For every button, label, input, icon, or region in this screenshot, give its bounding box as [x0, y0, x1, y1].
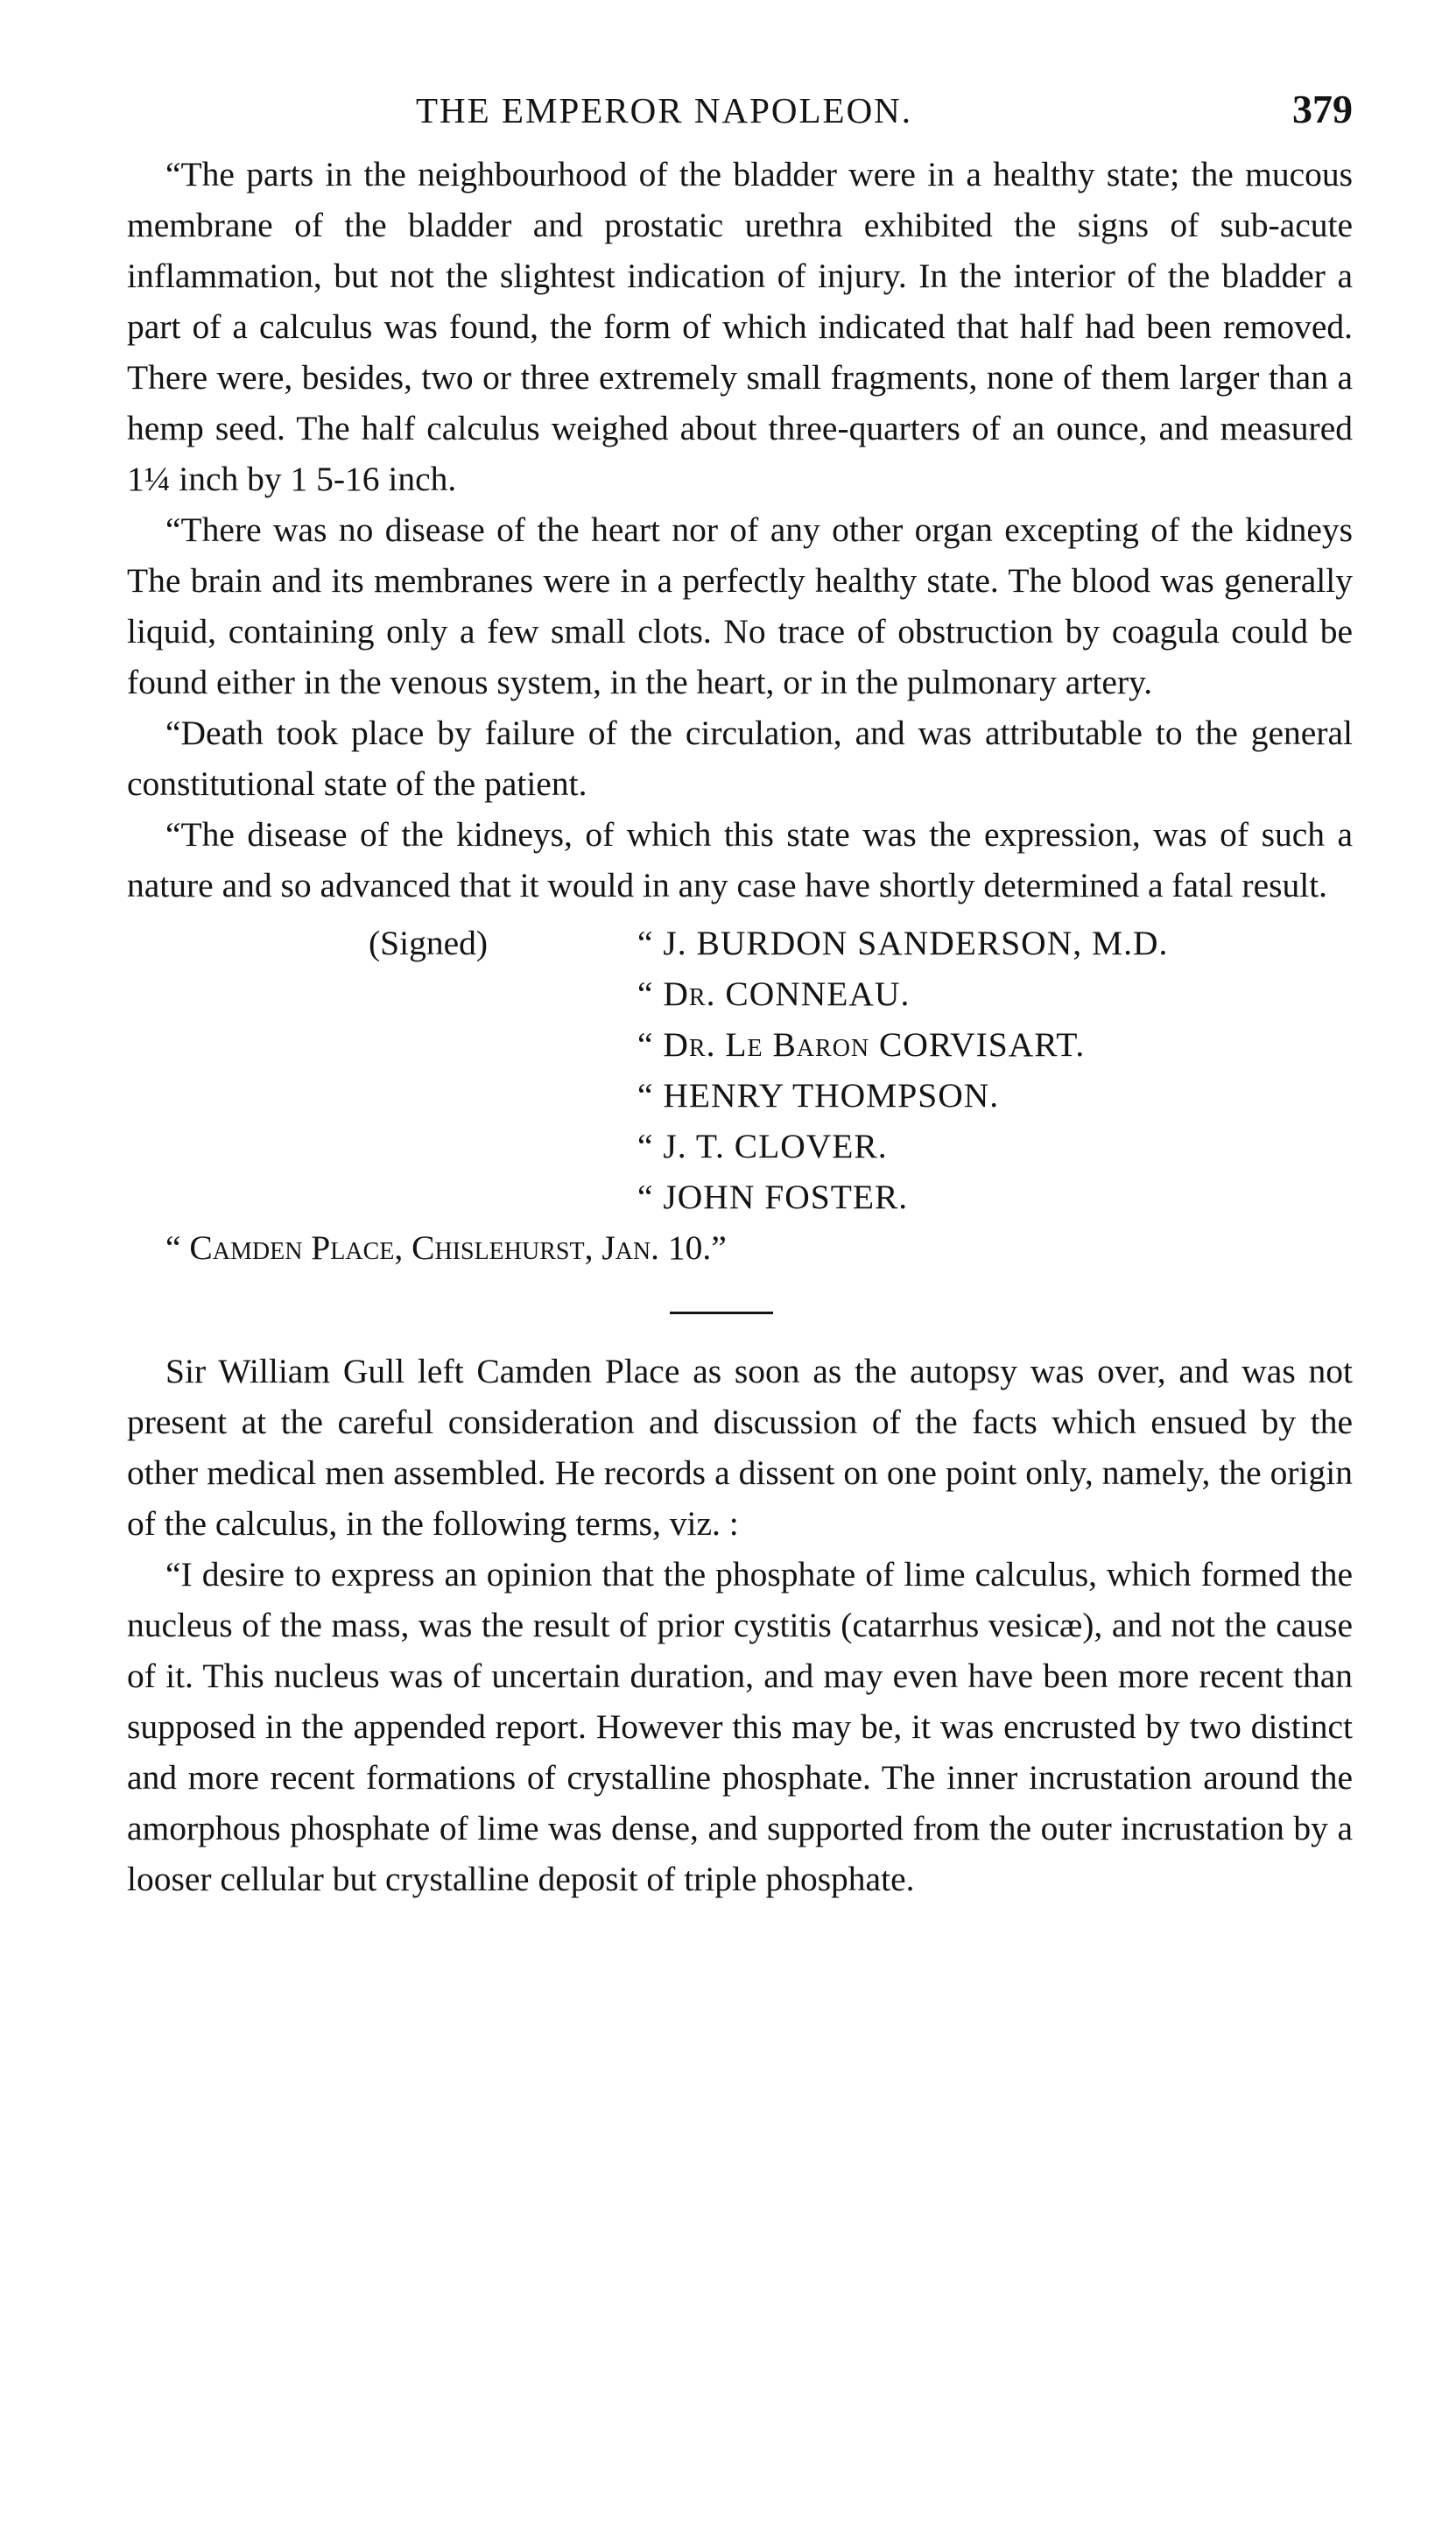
running-title: THE EMPEROR NAPOLEON. [416, 90, 913, 130]
book-page [127, 79, 1353, 1904]
signatory: “ JOHN FOSTER. [637, 1178, 909, 1216]
report-paragraph: “The parts in the neighbourhood of the bladder were in a healthy state; the mucous membrane of the bladder and prostatic urethra exhibited the signs of sub-acute inflammation, but not the slightest indication of injury. In the interior of the bladder a part of a calculus was found, the form of which indicated that half had been removed. There were, besides, two or three extremely small fragments, none of them larger than a hemp seed. The half calculus weighed about three-quarters of an ounce, and measured 1¼ inch by 1 5-16 inch. [127, 155, 1353, 498]
signatory-list [637, 918, 1168, 1222]
signatory: “ Dr. Le Baron CORVISART. [637, 1025, 1086, 1064]
report-paragraph: “Death took place by failure of the circulation, and was attributable to the general constitutional state of the patient. [127, 714, 1353, 803]
narrative-paragraph: Sir William Gull left Camden Place as soon as the autopsy was over, and was not present at the careful consideration and discussion of the facts which ensued by the other medical men assembled. He records a dissent on one point only, namely, the origin of the calculus, in the following terms, viz. : [127, 1352, 1353, 1543]
report-paragraph: “There was no disease of the heart nor of any other organ excepting of the kidneys The brain and its membranes were in a perfectly healthy state. The blood was generally liquid, containing only a few small clots. No trace of obstruction by coagula could be found either in the venous system, in the heart, or in the pulmonary artery. [127, 510, 1353, 701]
page-header [127, 79, 1353, 149]
place-date-line: “ Camden Place, Chislehurst, Jan. 10.” [165, 1228, 727, 1267]
signature-block [127, 918, 1353, 1222]
signatory: “ J. BURDON SANDERSON, M.D. [637, 924, 1169, 962]
signed-label: (Signed) [369, 924, 489, 962]
signatory: “ HENRY THOMPSON. [637, 1076, 1000, 1115]
signatory: “ J. T. CLOVER. [637, 1127, 888, 1165]
page-number: 379 [1292, 87, 1353, 131]
report-paragraph: “The disease of the kidneys, of which this state was the expression, was of such a nature and so advanced that it would in any case have shortly determined a fatal result. [127, 815, 1353, 904]
signatory: “ Dr. CONNEAU. [637, 974, 911, 1013]
narrative-paragraph: “I desire to express an opinion that the phosphate of lime calculus, which formed the nucleus of the mass, was the result of prior cystitis (catarrhus vesicæ), and not the cause of it. This nucleus was of uncertain duration, and may even have been more recent than supposed in the appended report. However this may be, it was encrusted by two distinct and more recent formations of crystalline phosphate. The inner incrustation around the amorphous phosphate of lime was dense, and supported from the outer incrustation by a looser cellular but crystalline deposit of triple phosphate. [127, 1555, 1353, 1898]
section-divider [670, 1312, 773, 1314]
